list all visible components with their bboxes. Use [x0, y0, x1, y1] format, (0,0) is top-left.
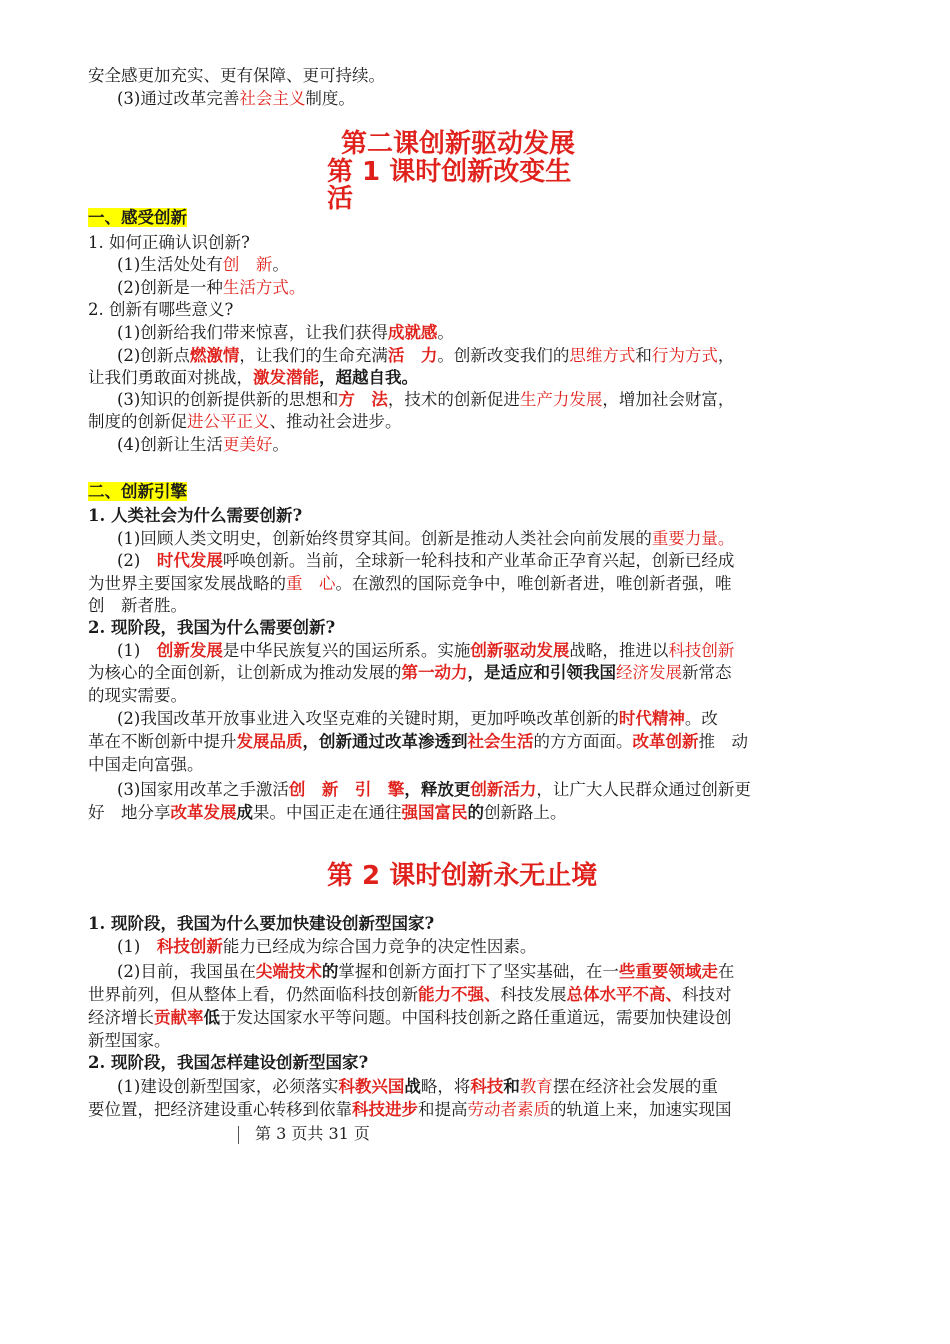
answer-line: (2)我国改革开放事业进入攻坚克难的关键时期，更加呼唤改革创新的时代精神。改	[117, 709, 718, 728]
answer-line: 中国走向富强。	[88, 755, 204, 774]
answer-line: (2)目前，我国虽在尖端技术的掌握和创新方面打下了坚实基础，在一些重要领域走在	[117, 962, 735, 981]
lesson-title: 第二课创新驱动发展	[341, 129, 576, 159]
footer-separator	[238, 1126, 239, 1144]
answer-line: (1)生活处处有创 新。	[117, 255, 289, 274]
answer-line: (2)创新是一种生活方式。	[117, 278, 306, 297]
answer-line: (1)建设创新型国家，必须落实科教兴国战略，将科技和教育摆在经济社会发展的重	[117, 1077, 718, 1096]
class-hour-title: 第 1 课时创新改变生	[327, 157, 572, 187]
answer-line: (4)创新让生活更美好。	[117, 435, 289, 454]
answer-line: (3)知识的创新提供新的思想和方 法，技术的创新促进生产力发展，增加社会财富，	[117, 390, 735, 409]
answer-line: (1) 科技创新能力已经成为综合国力竞争的决定性因素。	[117, 937, 537, 956]
answer-line: 制度的创新促进公平正义、推动社会进步。	[88, 412, 402, 431]
question: 1. 现阶段，我国为什么要加快建设创新型国家?	[88, 914, 435, 933]
answer-line: (2)创新点燃激情，让我们的生命充满活 力。创新改变我们的思维方式和行为方式，	[117, 346, 735, 365]
answer-line: 好 地分享改革发展成果。中国正走在通往强国富民的创新路上。	[88, 803, 567, 822]
section-heading: 一、感受创新	[88, 208, 187, 227]
answer-line: (3)国家用改革之手激活创 新 引 擎，释放更创新活力，让广大人民群众通过创新更	[117, 780, 751, 799]
answer-line: 新型国家。	[88, 1031, 171, 1050]
section-heading: 二、创新引擎	[88, 482, 187, 501]
answer-line: 为核心的全面创新，让创新成为推动发展的第一动力，是适应和引领我国经济发展新常态	[88, 663, 732, 682]
answer-line: 世界前列，但从整体上看，仍然面临科技创新能力不强、科技发展总体水平不高、科技对	[88, 985, 732, 1004]
question: 1. 人类社会为什么需要创新?	[88, 506, 303, 525]
question: 1. 如何正确认识创新?	[88, 233, 250, 252]
class-hour-title-wrap: 活	[327, 184, 354, 214]
answer-line: (1)创新给我们带来惊喜，让我们获得成就感。	[117, 323, 454, 342]
question: 2. 现阶段，我国怎样建设创新型国家?	[88, 1053, 369, 1072]
answer-line: 革在不断创新中提升发展品质，创新通过改革渗透到社会生活的方方面面。改革创新推 动	[88, 732, 748, 751]
answer-line: 经济增长贡献率低于发达国家水平等问题。中国科技创新之路任重道远，需要加快建设创	[88, 1008, 732, 1027]
answer-line: 的现实需要。	[88, 686, 187, 705]
class-hour-title: 第 2 课时创新永无止境	[327, 861, 598, 891]
answer-line: 让我们勇敢面对挑战，激发潜能，超越自我。	[88, 368, 418, 387]
page-number: 第 3 页共 31 页	[255, 1124, 370, 1143]
text-line: (3)通过改革完善社会主义制度。	[117, 89, 355, 108]
question: 2. 创新有哪些意义?	[88, 300, 234, 319]
answer-line: (1)回顾人类文明史，创新始终贯穿其间。创新是推动人类社会向前发展的重要力量。	[117, 529, 735, 548]
text-line: 安全感更加充实、更有保障、更可持续。	[88, 66, 385, 85]
answer-line: 创 新者胜。	[88, 596, 187, 615]
answer-line: (1) 创新发展是中华民族复兴的国运所系。实施创新驱动发展战略，推进以科技创新	[117, 641, 735, 660]
question: 2. 现阶段，我国为什么需要创新?	[88, 618, 336, 637]
answer-line: 要位置，把经济建设重心转移到依靠科技进步和提高劳动者素质的轨道上来，加速实现国	[88, 1100, 732, 1119]
answer-line: 为世界主要国家发展战略的重 心。在激烈的国际竞争中，唯创新者进，唯创新者强，唯	[88, 574, 732, 593]
answer-line: (2) 时代发展呼唤创新。当前，全球新一轮科技和产业革命正孕育兴起，创新已经成	[117, 551, 735, 570]
